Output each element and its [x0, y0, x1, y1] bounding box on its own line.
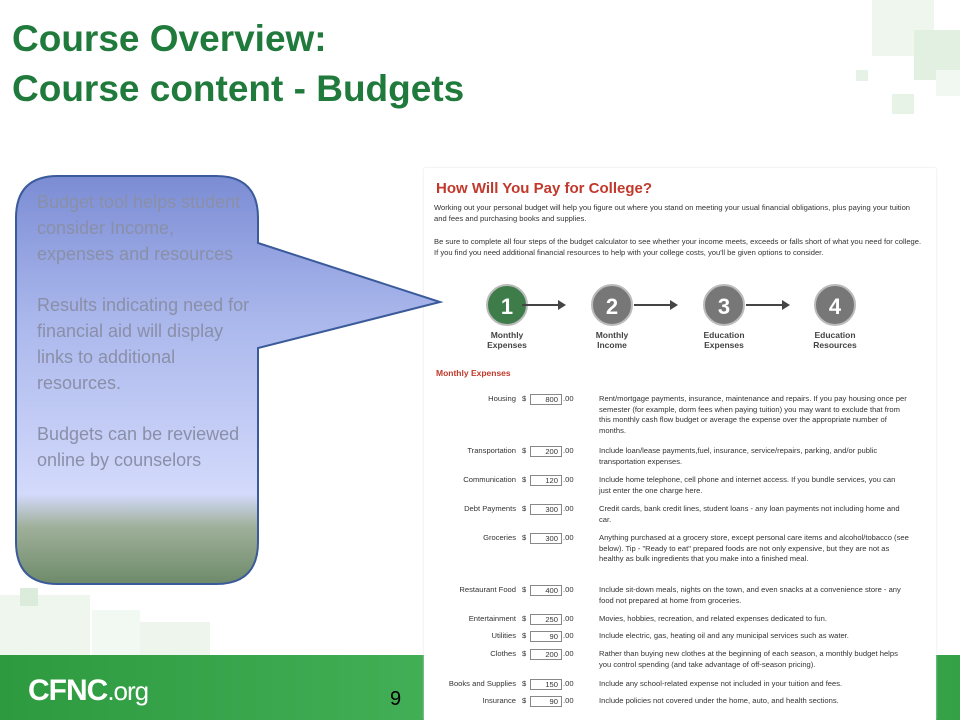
title-line-2: Course content - Budgets: [12, 68, 465, 109]
expense-cents: .00: [563, 696, 574, 705]
expense-description: Include any school-related expense not included in your tuition and fees.: [599, 679, 843, 688]
title-line-1: Course Overview:: [12, 18, 327, 59]
expense-category: Restaurant Food: [459, 585, 516, 594]
currency-symbol: $: [522, 631, 527, 640]
expense-cents: .00: [563, 504, 574, 513]
expense-category: Utilities: [491, 631, 516, 640]
step-1-circle: 1: [486, 284, 528, 326]
expense-amount-input[interactable]: 800: [530, 394, 562, 405]
expense-description: Rather than buying new clothes at the beginning of each season, a monthly budget helps you control spending (and take advantage of off-season pricing).: [599, 649, 898, 669]
expense-amount-input[interactable]: 150: [530, 679, 562, 690]
intro-paragraph-2: Be sure to complete all four steps of the budget calculator to see whether your income meets, exceeds or falls short of what you need for college. If you find you need additional financial resources to help with your college costs, you'll be given options to consider.: [434, 237, 922, 257]
section-monthly-expenses: Monthly Expenses: [436, 368, 511, 378]
logo-suffix: .org: [107, 676, 149, 706]
expense-category: Books and Supplies: [448, 679, 516, 688]
expense-cents: .00: [563, 475, 574, 484]
step-2-circle: 2: [591, 284, 633, 326]
currency-symbol: $: [522, 614, 527, 623]
callout-paragraph-1: Budget tool helps student consider Income, expenses and resources: [37, 192, 241, 264]
currency-symbol: $: [522, 679, 527, 688]
expense-category: Transportation: [467, 446, 516, 455]
callout-paragraph-3: Budgets can be reviewed online by counselors: [37, 424, 240, 470]
step-3-circle: 3: [703, 284, 745, 326]
currency-symbol: $: [522, 585, 527, 594]
currency-symbol: $: [522, 649, 527, 658]
step-3-label: Education Expenses: [703, 330, 745, 350]
expense-amount-input[interactable]: 250: [530, 614, 562, 625]
expense-description: Anything purchased at a grocery store, except personal care items and alcohol/tobacco (see below). Tip - "Ready to eat" prepared foods are not only expensive, but they are not as healthy as bulk ingredients that you make into a finished meal.: [599, 533, 909, 563]
currency-symbol: $: [522, 446, 527, 455]
currency-symbol: $: [522, 504, 527, 513]
currency-symbol: $: [522, 696, 527, 705]
expense-cents: .00: [563, 533, 574, 542]
expense-description: Movies, hobbies, recreation, and related expenses dedicated to fun.: [599, 614, 827, 623]
expense-description: Include sit-down meals, nights on the town, and even snacks at a convenience store - any food not prepared at home from groceries.: [599, 585, 901, 605]
callout-paragraph-2: Results indicating need for financial aid will display links to additional resources.: [37, 295, 250, 393]
expense-amount-input[interactable]: 200: [530, 649, 562, 660]
expense-description: Include loan/lease payments,fuel, insurance, service/repairs, parking, and/or public transportation expenses.: [599, 446, 878, 466]
expense-category: Clothes: [490, 649, 516, 658]
step-4-circle: 4: [814, 284, 856, 326]
currency-symbol: $: [522, 533, 527, 542]
expense-category: Housing: [488, 394, 516, 403]
expense-cents: .00: [563, 394, 574, 403]
intro-paragraph-1: Working out your personal budget will help you figure out where you stand on meeting your usual financial obligations, plus paying your tuition and fees and purchasing books and supplies.: [434, 203, 911, 223]
page-number: 9: [390, 688, 402, 710]
expense-cents: .00: [563, 614, 574, 623]
expense-category: Communication: [463, 475, 516, 484]
logo-main: CFNC: [28, 674, 108, 707]
callout-text: [37, 190, 252, 500]
expense-category: Entertainment: [468, 614, 516, 623]
expense-description: Include policies not covered under the home, auto, and health sections.: [599, 696, 839, 705]
expense-amount-input[interactable]: 90: [530, 631, 562, 642]
expense-amount-input[interactable]: 200: [530, 446, 562, 457]
expense-amount-input[interactable]: 300: [530, 533, 562, 544]
screenshot-heading: How Will You Pay for College?: [436, 180, 652, 197]
step-1-label: Monthly Expenses: [487, 330, 527, 350]
expense-description: Rent/mortgage payments, insurance, maintenance and repairs. If you pay housing once per semester (for example, dorm fees when paying tuition) you may want to exclude that from this monthly cash flow budget or average the expense over the appropriate number of months.: [599, 394, 907, 435]
step-4-label: Education Resources: [813, 330, 857, 350]
currency-symbol: $: [522, 475, 527, 484]
expense-cents: .00: [563, 679, 574, 688]
expense-description: Credit cards, bank credit lines, student loans - any loan payments not including home and car.: [599, 504, 900, 524]
currency-symbol: $: [522, 394, 527, 403]
expense-category: Debt Payments: [464, 504, 516, 513]
expense-category: Groceries: [483, 533, 516, 542]
expense-amount-input[interactable]: 300: [530, 504, 562, 515]
expense-cents: .00: [563, 631, 574, 640]
expense-cents: .00: [563, 446, 574, 455]
expense-amount-input[interactable]: 400: [530, 585, 562, 596]
expense-description: Include electric, gas, heating oil and any municipal services such as water.: [599, 631, 849, 640]
step-2-label: Monthly Income: [595, 330, 629, 350]
expense-cents: .00: [563, 649, 574, 658]
expense-description: Include home telephone, cell phone and internet access. If you bundle services, you can just enter the one charge here.: [599, 475, 896, 495]
expense-category: Insurance: [482, 696, 516, 705]
expense-amount-input[interactable]: 90: [530, 696, 562, 707]
expense-cents: .00: [563, 585, 574, 594]
expense-amount-input[interactable]: 120: [530, 475, 562, 486]
